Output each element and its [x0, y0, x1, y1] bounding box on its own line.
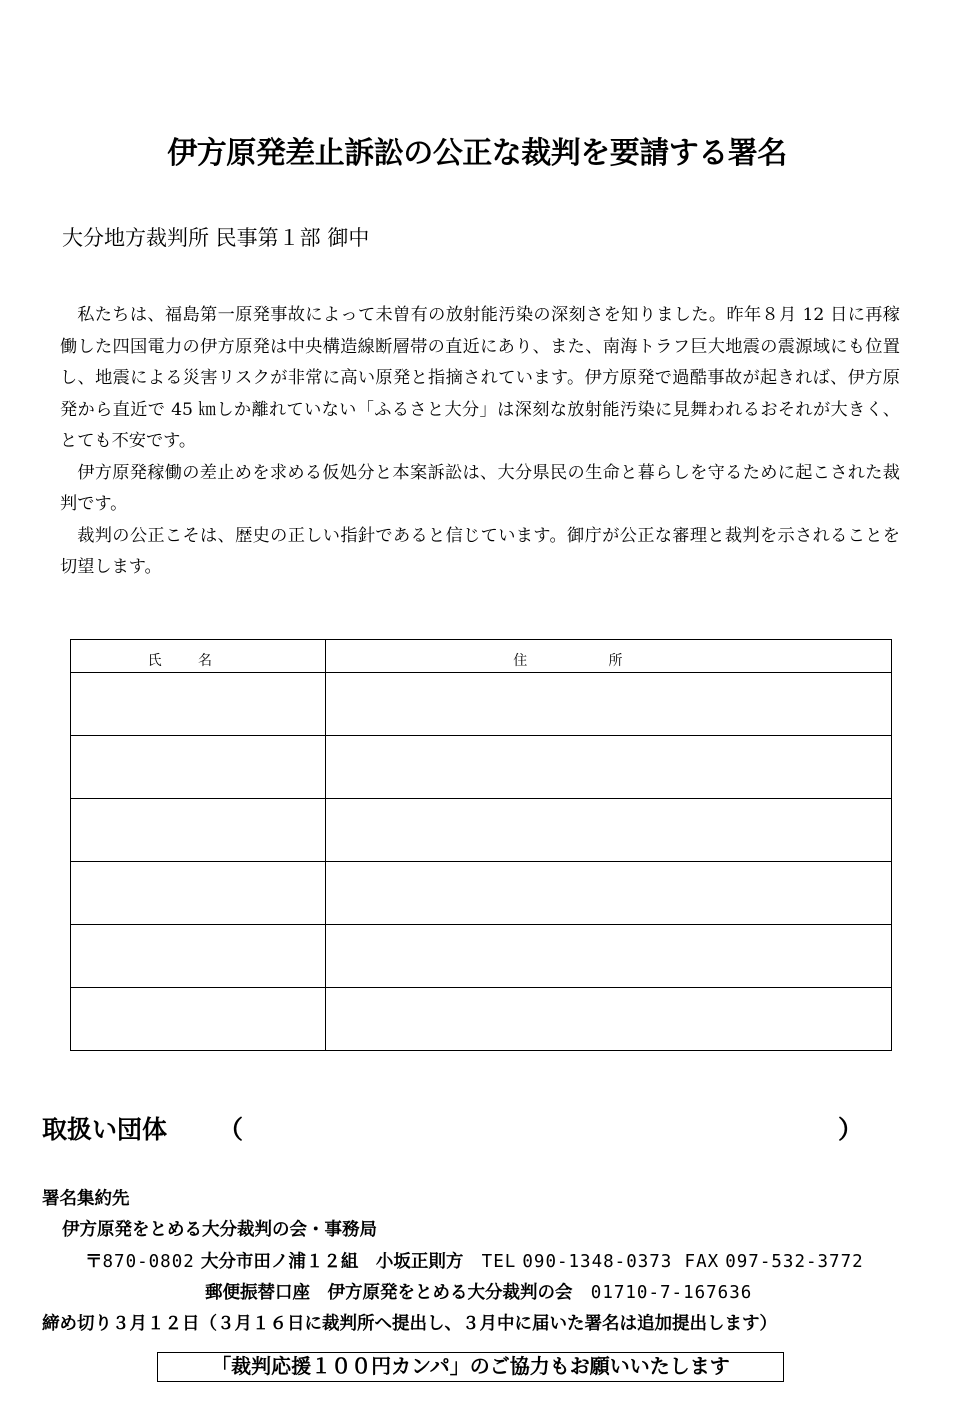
name-cell[interactable] [71, 736, 326, 799]
body-paragraph-1: 私たちは、福島第一原発事故によって未曽有の放射能汚染の深刻さを知りました。昨年８月 12 日に再稼働した四国電力の伊方原発は中央構造線断層帯の直近にあり、また、南海トラフ巨大地震の震源域にも位置し、地震による災害リスクが非常に高い原発と指摘されています。伊方原発で過酷事故が起きれば、伊方原発から直近で 45 ㎞しか離れていない「ふるさと大分」は深刻な放射能汚染に見舞われるおそれが大きく、とても不安です。 [60, 305, 900, 451]
postal-mark: 〒 [85, 1252, 103, 1272]
donation-appeal-box: 「裁判応援１００円カンパ」のご協力もお願いいたします [157, 1352, 784, 1382]
postal-transfer-line [205, 1279, 752, 1304]
postal-transfer-number: 01710-7-167636 [590, 1283, 753, 1303]
postal-code: 870-0802 [102, 1252, 195, 1272]
signature-row [71, 862, 892, 925]
signature-table [70, 639, 892, 1051]
name-cell[interactable] [71, 673, 326, 736]
header-address: 住所 [326, 640, 892, 673]
address-cell[interactable] [326, 673, 892, 736]
tel-number: 090-1348-0373 [522, 1252, 673, 1272]
organization-label: 取扱い団体 [42, 1115, 168, 1144]
fax-label: FAX [684, 1252, 720, 1272]
table-header-row [71, 640, 892, 673]
collection-org-name: 伊方原発をとめる大分裁判の会・事務局 [62, 1220, 377, 1240]
addressee: 大分地方裁判所 民事第１部 御中 [62, 226, 370, 250]
page-title: 伊方原発差止訴訟の公正な裁判を要請する署名 [167, 136, 787, 171]
header-name: 氏名 [71, 640, 326, 673]
organization-close-paren: ） [838, 1115, 864, 1144]
body-paragraph-3: 裁判の公正こそは、歴史の正しい指針であると信じています。御庁が公正な審理と裁判を示されることを切望します。 [60, 525, 900, 577]
tel-label: TEL [481, 1252, 517, 1272]
postal-transfer-label: 郵便振替口座 伊方原発をとめる大分裁判の会 [205, 1283, 573, 1303]
name-cell[interactable] [71, 988, 326, 1051]
signature-row [71, 736, 892, 799]
signature-row [71, 799, 892, 862]
address-cell[interactable] [326, 925, 892, 988]
signature-row [71, 673, 892, 736]
signature-row [71, 988, 892, 1051]
name-cell[interactable] [71, 799, 326, 862]
name-cell[interactable] [71, 862, 326, 925]
organization-open-paren: （ [218, 1115, 244, 1144]
petition-body [60, 300, 900, 584]
name-cell[interactable] [71, 925, 326, 988]
signature-row [71, 925, 892, 988]
address-cell[interactable] [326, 799, 892, 862]
street-address: 大分市田ノ浦１２組 小坂正則方 [200, 1252, 464, 1272]
body-paragraph-2: 伊方原発稼働の差止めを求める仮処分と本案訴訟は、大分県民の生命と暮らしを守るために起こされた裁判です。 [60, 462, 900, 514]
fax-number: 097-532-3772 [725, 1252, 864, 1272]
address-cell[interactable] [326, 988, 892, 1051]
collection-address-line [85, 1248, 864, 1273]
address-cell[interactable] [326, 862, 892, 925]
collection-heading: 署名集約先 [42, 1189, 130, 1209]
deadline-note: 締め切り３月１２日（３月１６日に裁判所へ提出し、３月中に届いた署名は追加提出します） [42, 1314, 777, 1334]
address-cell[interactable] [326, 736, 892, 799]
